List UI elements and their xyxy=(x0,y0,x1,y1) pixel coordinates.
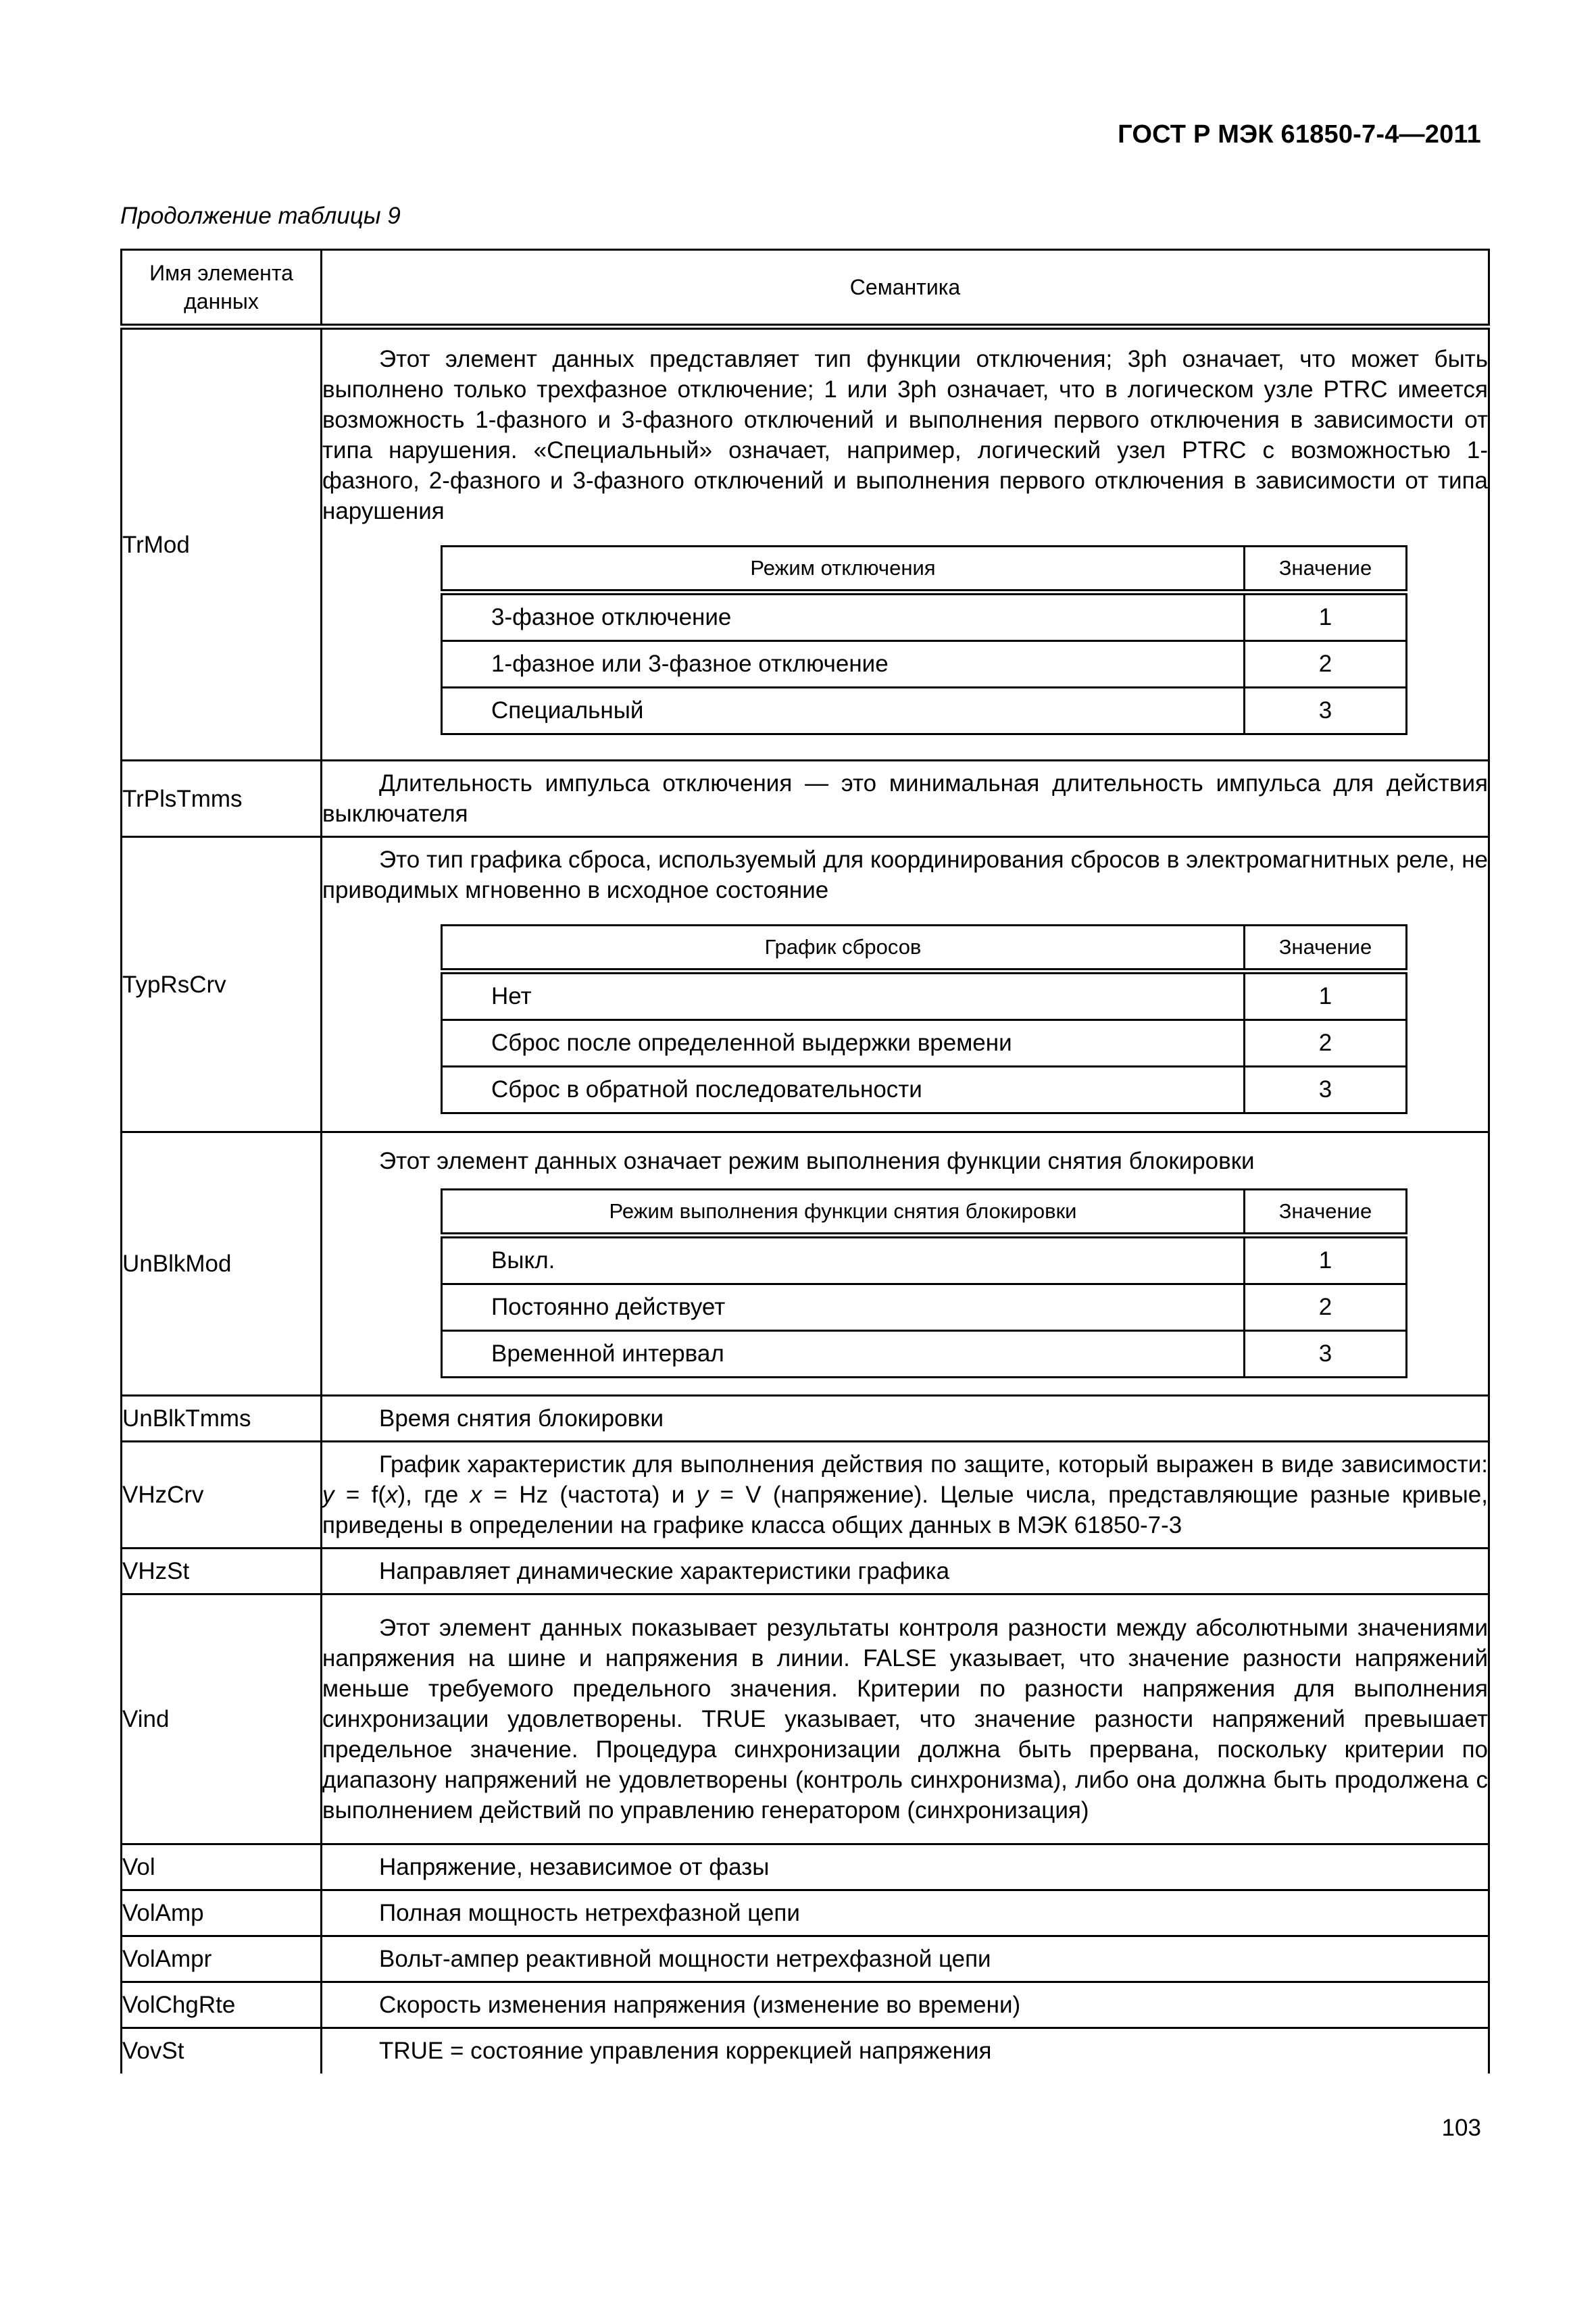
element-semantics xyxy=(322,2028,1489,2073)
value-table-row xyxy=(442,592,1407,640)
page-number: 103 xyxy=(1441,2115,1481,2141)
element-name: UnBlkTmms xyxy=(122,1396,322,1442)
table-row xyxy=(122,327,1489,761)
semantics-text: Этот элемент данных показывает результаты контроля разности между абсолютными значениями напряжения на шине и напряжения в линии. FALSE указывает, что значение разности напряжений меньше требуемого предельного значения. Критерии по разности напряжения для выполнения синхронизации удовлетворены. TRUE указывает, что значение разности напряжений превышает предельное значение. Процедура синхронизации должна быть прервана, поскольку критерии по диапазону напряжений не удовлетворены (контроль синхронизма), либо она должна быть продолжена с выполнением действий по управлению генератором (синхронизация) xyxy=(322,1615,1488,1823)
option-label: Временной интервал xyxy=(442,1330,1245,1377)
document-header: ГОСТ Р МЭК 61850-7-4—2011 xyxy=(1118,120,1481,149)
option-label: 3-фазное отключение xyxy=(442,592,1245,640)
option-value: 1 xyxy=(1245,971,1407,1020)
value-table-row xyxy=(442,1235,1407,1284)
table-row xyxy=(122,1890,1489,1936)
option-value: 2 xyxy=(1245,640,1407,687)
option-label: Нет xyxy=(442,971,1245,1020)
element-semantics xyxy=(322,1844,1489,1890)
option-value: 3 xyxy=(1245,1066,1407,1113)
semantics-text: Скорость изменения напряжения (изменение во времени) xyxy=(379,1992,1021,2018)
table-row xyxy=(122,761,1489,837)
element-semantics xyxy=(322,1936,1489,1982)
semantics-text: TRUE = состояние управления коррекцией напряжения xyxy=(379,2038,992,2065)
table-row xyxy=(122,1982,1489,2028)
value-table-header-mode: Режим выполнения функции снятия блокировки xyxy=(442,1189,1245,1235)
value-table-row xyxy=(442,971,1407,1020)
option-label: Специальный xyxy=(442,687,1245,734)
value-table-row xyxy=(442,1066,1407,1113)
option-value: 3 xyxy=(1245,1330,1407,1377)
table-row xyxy=(122,1442,1489,1549)
element-name: Vol xyxy=(122,1844,322,1890)
table-row xyxy=(122,837,1489,1132)
semantics-text: Время снятия блокировки xyxy=(379,1405,664,1432)
table-row xyxy=(122,1396,1489,1442)
element-name: TypRsCrv xyxy=(122,837,322,1132)
value-table-header-mode: График сбросов xyxy=(442,925,1245,971)
semantics-text: График характеристик для выполнения действия по защите, который выражен в виде зависимости: y = f(x), где x = Hz (частота) и y = V (напряжение). Целые числа, представляющие разные кривые, приведены в определении на графике класса общих данных в МЭК 61850-7-3 xyxy=(322,1451,1488,1538)
element-semantics xyxy=(322,1982,1489,2028)
semantics-text: Длительность импульса отключения — это минимальная длительность импульса для действия выключателя xyxy=(322,770,1488,827)
table-row xyxy=(122,1549,1489,1594)
table-caption: Продолжение таблицы 9 xyxy=(120,203,401,229)
element-name: VolChgRte xyxy=(122,1982,322,2028)
element-name: VHzCrv xyxy=(122,1442,322,1549)
element-name: Vind xyxy=(122,1594,322,1844)
table-row xyxy=(122,1594,1489,1844)
value-table-header-value: Значение xyxy=(1245,1189,1407,1235)
value-table-header-value: Значение xyxy=(1245,925,1407,971)
data-elements-table xyxy=(120,249,1490,2073)
semantics-text: Этот элемент данных представляет тип функции отключения; 3ph означает, что может быть выполнено только трехфазное отключение; 1 или 3ph означает, что в логическом узле PTRC имеется возможность 1-фазного и 3-фазного отключений и выполнения первого отключения в зависимости от типа нарушения. «Специальный» означает, например, логический узел PTRC с возможностью 1-фазного, 2-фазного и 3-фазного отключений и выполнения первого отключения в зависимости от типа нарушения xyxy=(322,345,1488,524)
element-semantics xyxy=(322,1594,1489,1844)
element-name: VHzSt xyxy=(122,1549,322,1594)
element-name: VolAmp xyxy=(122,1890,322,1936)
option-label: Сброс в обратной последовательности xyxy=(442,1066,1245,1113)
element-name: TrMod xyxy=(122,327,322,761)
table-row xyxy=(122,1936,1489,1982)
table-row xyxy=(122,1132,1489,1396)
table-row xyxy=(122,1844,1489,1890)
semantics-text: Этот элемент данных означает режим выполнения функции снятия блокировки xyxy=(379,1147,1255,1174)
option-label: Постоянно действует xyxy=(442,1284,1245,1330)
semantics-text: Вольт-ампер реактивной мощности нетрехфазной цепи xyxy=(379,1946,991,1972)
element-semantics xyxy=(322,761,1489,837)
option-label: Выкл. xyxy=(442,1235,1245,1284)
element-name: UnBlkMod xyxy=(122,1132,322,1396)
semantics-text: Направляет динамические характеристики графика xyxy=(379,1558,950,1584)
element-semantics xyxy=(322,837,1489,1132)
element-semantics xyxy=(322,1890,1489,1936)
column-header-semantics: Семантика xyxy=(322,250,1489,327)
value-table xyxy=(441,545,1407,735)
value-table xyxy=(441,924,1407,1114)
option-value: 1 xyxy=(1245,592,1407,640)
option-label: Сброс после определенной выдержки времени xyxy=(442,1020,1245,1066)
element-name: TrPlsTmms xyxy=(122,761,322,837)
option-value: 1 xyxy=(1245,1235,1407,1284)
value-table-row xyxy=(442,640,1407,687)
element-semantics xyxy=(322,1442,1489,1549)
value-table-header-value: Значение xyxy=(1245,546,1407,592)
value-table-row xyxy=(442,1330,1407,1377)
option-value: 2 xyxy=(1245,1284,1407,1330)
table-header-row xyxy=(122,250,1489,327)
option-value: 3 xyxy=(1245,687,1407,734)
table-row xyxy=(122,2028,1489,2073)
value-table xyxy=(441,1188,1407,1378)
option-label: 1-фазное или 3-фазное отключение xyxy=(442,640,1245,687)
element-semantics xyxy=(322,1549,1489,1594)
column-header-name: Имя элемента данных xyxy=(122,250,322,327)
option-value: 2 xyxy=(1245,1020,1407,1066)
value-table-header-mode: Режим отключения xyxy=(442,546,1245,592)
semantics-text: Полная мощность нетрехфазной цепи xyxy=(379,1900,800,1926)
element-semantics xyxy=(322,1132,1489,1396)
element-name: VolAmpr xyxy=(122,1936,322,1982)
value-table-row xyxy=(442,1284,1407,1330)
value-table-row xyxy=(442,1020,1407,1066)
semantics-text: Это тип графика сброса, используемый для координирования сбросов в электромагнитных реле, не приводимых мгновенно в исходное состояние xyxy=(322,846,1488,903)
element-semantics xyxy=(322,1396,1489,1442)
value-table-row xyxy=(442,687,1407,734)
element-semantics xyxy=(322,327,1489,761)
element-name: VovSt xyxy=(122,2028,322,2073)
semantics-text: Напряжение, независимое от фазы xyxy=(379,1854,770,1880)
